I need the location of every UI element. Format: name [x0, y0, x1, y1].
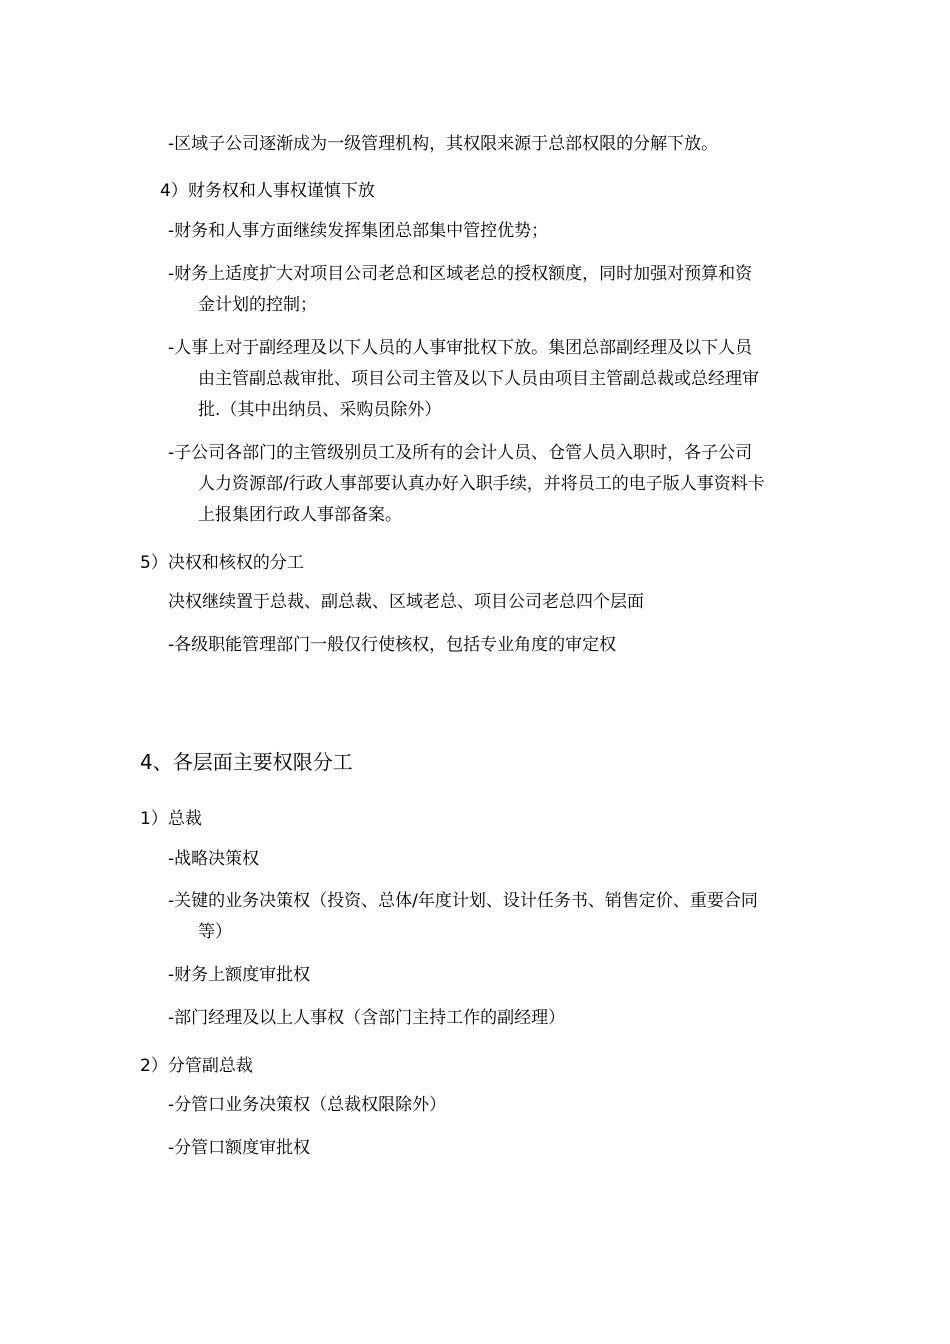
- bullet-strategic-decision: -战略决策权: [168, 849, 260, 869]
- bullet-finance-hr-central: -财务和人事方面继续发挥集团总部集中管控优势；: [168, 221, 549, 241]
- subheading-president: 1）总裁: [140, 809, 202, 829]
- bullet-functional-review: -各级职能管理部门一般仅行使核权，包括专业角度的审定权: [168, 635, 617, 655]
- bullet-finance-authorization: [168, 259, 752, 321]
- subheading-vice-president: 2）分管副总裁: [140, 1056, 253, 1076]
- bullet-line: -财务上适度扩大对项目公司老总和区域老总的授权额度，同时加强对预算和资: [168, 264, 753, 284]
- bullet-manager-hr: -部门经理及以上人事权（含部门主持工作的副经理）: [168, 1008, 566, 1028]
- bullet-regional-subsidiary: -区域子公司逐渐成为一级管理机构，其权限来源于总部权限的分解下放。: [168, 134, 719, 154]
- bullet-line: 批.（其中出纳员、采购员除外）: [198, 400, 442, 420]
- bullet-finance-approval: -财务上额度审批权: [168, 965, 311, 985]
- text-decision-levels: 决权继续置于总裁、副总裁、区域老总、项目公司老总四个层面: [168, 592, 644, 612]
- bullet-division-decision: -分管口业务决策权（总裁权限除外）: [168, 1095, 447, 1115]
- bullet-line: 上报集团行政人事部备案。: [198, 505, 402, 525]
- bullet-division-approval: -分管口额度审批权: [168, 1138, 311, 1158]
- bullet-line: 金计划的控制；: [198, 295, 317, 315]
- bullet-line: 由主管副总裁审批、项目公司主管及以下人员由项目主管副总裁或总经理审: [198, 369, 759, 389]
- bullet-line: -人事上对于副经理及以下人员的人事审批权下放。集团总部副经理及以下人员: [168, 338, 753, 358]
- bullet-key-business-decision: [168, 886, 758, 948]
- bullet-line: -子公司各部门的主管级别员工及所有的会计人员、仓管人员入职时，各子公司: [168, 443, 753, 463]
- subheading-decision-review: 5）决权和核权的分工: [140, 553, 304, 573]
- bullet-line: -关键的业务决策权（投资、总体/年度计划、设计任务书、销售定价、重要合同: [168, 891, 758, 911]
- bullet-line: 等）: [198, 922, 232, 942]
- bullet-hr-approval: [168, 333, 759, 426]
- section-heading-authority: 4、各层面主要权限分工: [140, 750, 353, 774]
- bullet-subsidiary-onboarding: [168, 438, 765, 531]
- subheading-finance-hr: 4）财务权和人事权谨慎下放: [160, 181, 375, 201]
- bullet-line: 人力资源部/行政人事部要认真办好入职手续，并将员工的电子版人事资料卡: [198, 474, 765, 494]
